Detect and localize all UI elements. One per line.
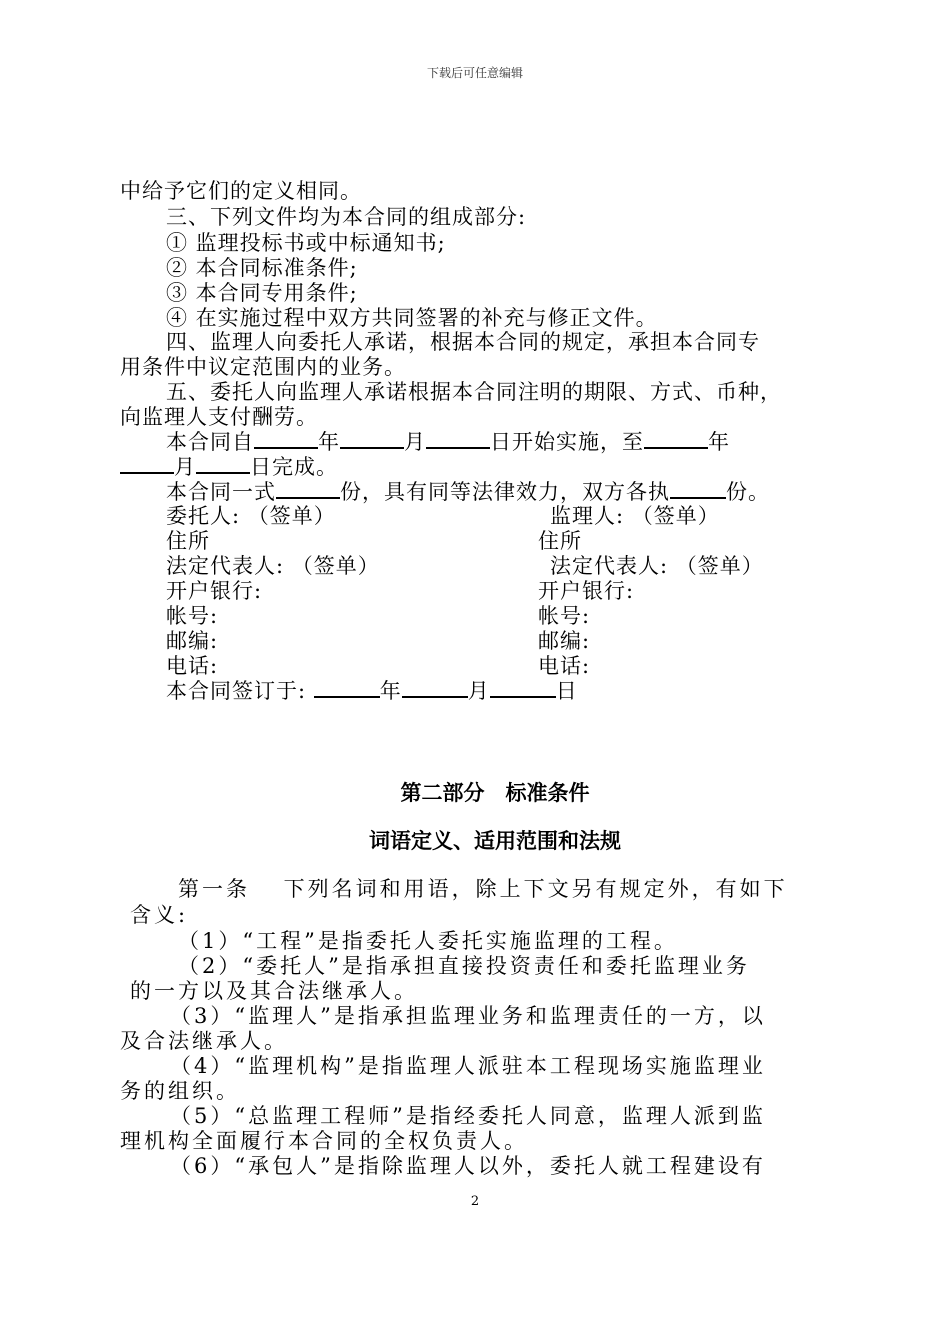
supervisor-address: 住所: [538, 529, 582, 553]
supervisor-phone: 电话:: [538, 654, 591, 678]
start-date-line: [166, 429, 730, 455]
supervisor-bank: 开户银行:: [538, 579, 635, 603]
page-number: 2: [470, 1194, 480, 1209]
copies-mid: 份，具有同等法律效力，双方各执: [340, 480, 670, 504]
blank-field[interactable]: [276, 479, 340, 499]
client-postcode: 邮编:: [166, 629, 219, 653]
definition-line: 及合法继承人。: [120, 1029, 288, 1053]
client-address: 住所: [166, 529, 210, 553]
definition-line: 理机构全面履行本合同的全权负责人。: [120, 1129, 528, 1153]
copies-prefix: 本合同一式: [166, 480, 276, 504]
definition-line: （1）“工程”是指委托人委托实施监理的工程。: [178, 929, 678, 953]
definition-line: （4）“监理机构”是指监理人派驻本工程现场实施监理业: [170, 1054, 766, 1078]
blank-field[interactable]: [402, 678, 468, 698]
copies-suffix: 份。: [726, 480, 770, 504]
client-legal-rep: 法定代表人: （签单）: [166, 554, 380, 578]
text-line: 五、委托人向监理人承诺根据本合同注明的期限、方式、币种，: [166, 380, 782, 404]
signed-date-line: [166, 678, 578, 704]
month-label: 月: [174, 455, 196, 479]
supervisor-account: 帐号:: [538, 604, 591, 628]
blank-field[interactable]: [340, 429, 404, 449]
definition-line: 务的组织。: [120, 1079, 240, 1103]
month-label: 月: [467, 679, 490, 703]
text-line: 向监理人支付酬劳。: [120, 405, 318, 429]
start-day-label: 日开始实施，至: [490, 430, 644, 454]
text-line: 四、监理人向委托人承诺，根据本合同的规定，承担本合同专: [166, 330, 760, 354]
supervisor-legal-rep: 法定代表人: （签单）: [550, 554, 764, 578]
client-bank: 开户银行:: [166, 579, 263, 603]
client-account: 帐号:: [166, 604, 219, 628]
definition-line: （2）“委托人”是指承担直接投资责任和委托监理业务: [178, 954, 750, 978]
section-title: 第二部分 标准条件: [400, 781, 590, 805]
article-line: 第一条 下列名词和用语，除上下文另有规定外，有如下: [178, 877, 788, 901]
day-label: 日: [555, 679, 578, 703]
client-phone: 电话:: [166, 654, 219, 678]
text-line: ③ 本合同专用条件;: [166, 281, 358, 305]
copies-line: [166, 479, 770, 505]
blank-field[interactable]: [196, 454, 250, 474]
article-line: 含义:: [130, 903, 189, 927]
blank-field[interactable]: [254, 429, 318, 449]
supervisor-postcode: 邮编:: [538, 629, 591, 653]
definition-line: （5）“总监理工程师”是指经委托人同意，监理人派到监: [170, 1104, 766, 1128]
blank-field[interactable]: [314, 678, 380, 698]
month-label: 月: [404, 430, 426, 454]
blank-field[interactable]: [120, 454, 174, 474]
section-subtitle: 词语定义、适用范围和法规: [369, 829, 621, 853]
text-line: ① 监理投标书或中标通知书;: [166, 231, 446, 255]
text-line: ④ 在实施过程中双方共同签署的补充与修正文件。: [166, 306, 658, 330]
blank-field[interactable]: [426, 429, 490, 449]
supervisor-sign: 监理人: （签单）: [550, 504, 720, 528]
signed-prefix: 本合同签订于:: [166, 679, 307, 703]
text-line: 用条件中议定范围内的业务。: [120, 355, 406, 379]
page-header: 下载后可任意编辑: [426, 66, 523, 80]
blank-field[interactable]: [670, 479, 726, 499]
client-sign: 委托人: （签单）: [166, 504, 336, 528]
blank-field[interactable]: [490, 678, 556, 698]
start-prefix: 本合同自: [166, 430, 254, 454]
year-label: 年: [318, 430, 340, 454]
end-day-label: 日完成。: [250, 455, 338, 479]
text-line: 中给予它们的定义相同。: [120, 179, 362, 203]
definition-line: （3）“监理人”是指承担监理业务和监理责任的一方，以: [170, 1004, 766, 1028]
definition-line: 的一方以及其合法继承人。: [130, 979, 418, 1003]
text-line: 三、下列文件均为本合同的组成部分:: [166, 205, 527, 229]
end-date-line: [120, 454, 338, 480]
definition-line: （6）“承包人”是指除监理人以外，委托人就工程建设有: [170, 1154, 766, 1178]
year-label: 年: [379, 679, 402, 703]
year-label: 年: [708, 430, 730, 454]
blank-field[interactable]: [644, 429, 708, 449]
text-line: ② 本合同标准条件;: [166, 256, 358, 280]
